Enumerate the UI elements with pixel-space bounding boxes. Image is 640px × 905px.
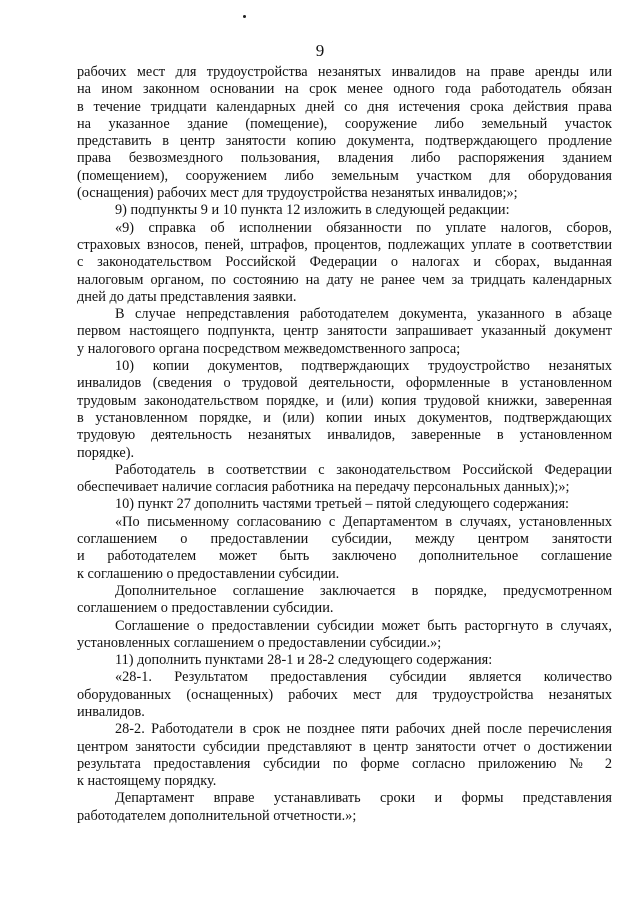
- text-line: (оснащения) рабочих мест для трудоустройства незанятых инвалидов;»;: [77, 185, 518, 202]
- text-line: оборудованных (оснащенных) рабочих мест для трудоустройства незанятых: [77, 686, 612, 703]
- text-line: порядке).: [77, 444, 135, 461]
- text-line: к соглашению о предоставлении субсидии.: [77, 565, 340, 582]
- text-line: 10) пункт 27 дополнить частями третьей – пятой следующего содержания:: [115, 496, 570, 513]
- text-line: первом настоящего подпункта, центр занятости запрашивает указанный документ: [77, 323, 612, 340]
- text-line: В случае непредставления работодателем документа, указанного в абзаце: [115, 306, 612, 323]
- text-line: налоговым органом, по состоянию на дату не ранее чем за тридцать календарных: [77, 271, 612, 288]
- text-line: 10) копии документов, подтверждающих трудоустройство незанятых: [115, 358, 612, 375]
- text-line: на указанное здание (помещение), сооружение либо земельный участок: [77, 115, 612, 132]
- text-line: «9) справка об исполнении обязанности по уплате налогов, сборов,: [115, 219, 612, 236]
- text-line: Соглашение о предоставлении субсидии может быть расторгнуто в случаях,: [115, 617, 612, 634]
- text-line: 9) подпункты 9 и 10 пункта 12 изложить в следующей редакции:: [115, 202, 510, 219]
- text-line: «28-1. Результатом предоставления субсидии является количество: [115, 669, 612, 686]
- text-line: результата предоставления субсидии по форме согласно приложению № 2: [77, 755, 612, 772]
- text-line: на ином законном основании на срок менее одного года работодатель обязан: [77, 81, 612, 98]
- text-line: Работодатель в соответствии с законодательством Российской Федерации: [115, 461, 612, 478]
- text-line: 28-2. Работодатели в срок не позднее пяти рабочих дней после перечисления: [115, 721, 612, 738]
- text-line: страховых взносов, пеней, штрафов, процентов, подлежащих уплате в соответствии: [77, 236, 612, 253]
- text-line: инвалидов (сведения о трудовой деятельности, оформленные в установленном: [77, 375, 612, 392]
- document-body: [77, 64, 612, 825]
- text-line: к настоящему порядку.: [77, 773, 217, 790]
- text-line: в течение тридцати календарных дней со дня истечения срока действия права: [77, 98, 612, 115]
- text-line: (помещением), сооружением либо земельным участком для оборудования: [77, 167, 612, 184]
- text-line: дней до даты представления заявки.: [77, 288, 297, 305]
- text-line: трудовую деятельность незанятых инвалидов, заверенные в установленном: [77, 427, 612, 444]
- text-line: Дополнительное соглашение заключается в порядке, предусмотренном: [115, 582, 612, 599]
- text-line: соглашением о предоставлении субсидии, между центром занятости: [77, 531, 612, 548]
- text-line: обеспечивает наличие согласия работника на передачу персональных данных);»;: [77, 479, 570, 496]
- text-line: трудовым законодательством порядке, и (или) копия трудовой книжки, заверенная: [77, 392, 612, 409]
- text-line: рабочих мест для трудоустройства незанятых инвалидов на праве аренды или: [77, 64, 612, 80]
- text-line: с законодательством Российской Федерации о налогах и сборах, выданная: [77, 254, 612, 271]
- text-line: Департамент вправе устанавливать сроки и формы представления: [115, 790, 612, 807]
- scan-dot-mark: [243, 15, 246, 18]
- text-line: установленных соглашением о предоставлении субсидии.»;: [77, 634, 442, 651]
- text-line: инвалидов.: [77, 703, 145, 720]
- text-line: центром занятости субсидии представляют в центр занятости отчет о достижении: [77, 738, 612, 755]
- text-line: представить в центр занятости копию документа, подтверждающего продление: [77, 133, 612, 150]
- text-line: «По письменному согласованию с Департаментом в случаях, установленных: [115, 513, 612, 530]
- text-line: соглашением о предоставлении субсидии.: [77, 600, 334, 617]
- text-line: и работодателем может быть заключено дополнительное соглашение: [77, 548, 612, 565]
- page-number: 9: [315, 41, 325, 60]
- text-line: права безвозмездного пользования, владения либо распоряжения зданием: [77, 150, 612, 167]
- text-line: в установленном порядке, и (или) копии иных документов, подтверждающих: [77, 409, 612, 426]
- text-line: 11) дополнить пунктами 28-1 и 28-2 следующего содержания:: [115, 652, 493, 669]
- text-line: работодателем дополнительной отчетности.»;: [77, 807, 357, 824]
- text-line: у налогового органа посредством межведомственного запроса;: [77, 340, 461, 357]
